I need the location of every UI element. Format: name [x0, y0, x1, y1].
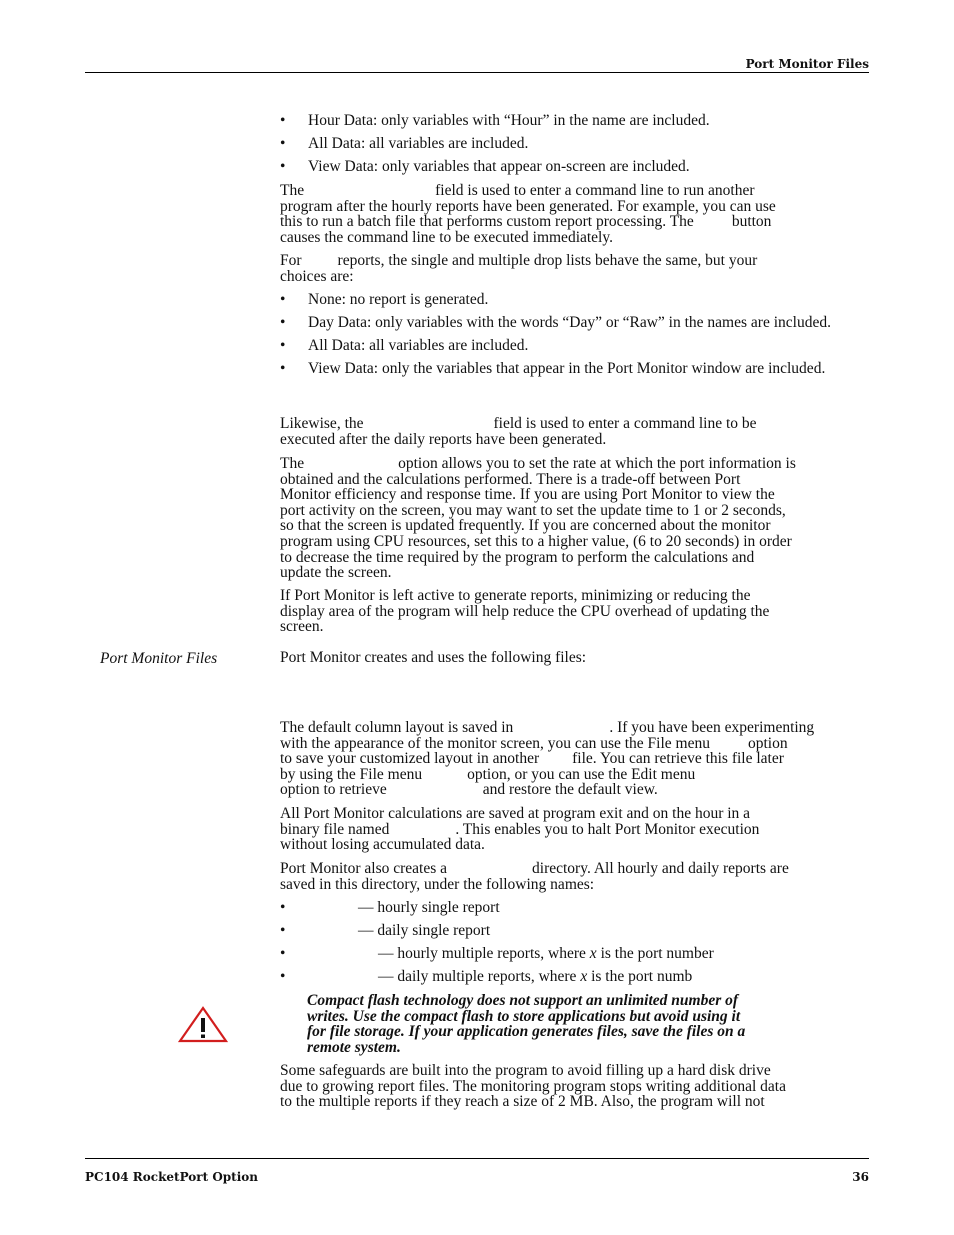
- day-data-list: [280, 292, 870, 384]
- list-item: • None: no report is generated.: [280, 291, 489, 308]
- paragraph-calculations: All Port Monitor calculations are saved at program exit and on the hour in a binary file named . This enables you to halt Port Monitor execution without losing accumulated data.: [280, 805, 760, 854]
- list-item: • Hour Data: only variables with “Hour” in the name are included.: [280, 112, 710, 129]
- hour-data-list: [280, 113, 870, 182]
- section-label: Port Monitor Files: [100, 650, 218, 667]
- list-item: • View Data: only variables that appear on-screen are included.: [280, 158, 690, 176]
- header-rule: [85, 72, 869, 73]
- header-section-title: Port Monitor Files: [745, 57, 869, 71]
- warning-icon: [178, 1006, 228, 1043]
- list-item: • — daily multiple reports, where x is the port numb: [280, 968, 693, 986]
- page-number: 36: [852, 1170, 869, 1184]
- paragraph-update-interval: The option allows you to set the rate at which the port information is obtained and the calculations performed. There is a trade-off between Port Monitor efficiency and response time. If you are using Port Monitor to view the port activity on the screen, you may want to set the update time to 1 or 2 seconds, so that the screen is updated frequently. If you are concerned about the monitor program using CPU resources, set this to a higher value, (6 to 20 seconds) in order to decrease the time required by the program to perform the calculations and update the screen.: [280, 455, 796, 582]
- section-intro: Port Monitor creates and uses the following files:: [280, 649, 587, 666]
- list-item: • Day Data: only variables with the words “Day” or “Raw” in the names are included.: [280, 314, 831, 332]
- paragraph-daily-intro: For reports, the single and multiple drop lists behave the same, but your choices are:: [280, 252, 758, 285]
- paragraph-layout: The default column layout is saved in . If you have been experimenting with the appearance of the monitor screen, you can use the File menu option to save your customized layout in another file. You can retrieve this file later by using the File menu option, or you can use the Edit menu option to retrieve and restore the default view.: [280, 719, 815, 799]
- warning-caution-text: Compact flash technology does not support an unlimited number of writes. Use the compact flash to store applications but avoid using it for file storage. If your application generates files, save the files on a remote system.: [307, 992, 746, 1056]
- paragraph-minimize: If Port Monitor is left active to generate reports, minimizing or reducing the display area of the program will help reduce the CPU overhead of updating the screen.: [280, 587, 770, 636]
- list-item: • View Data: only the variables that appear in the Port Monitor window are included.: [280, 360, 826, 378]
- paragraph-reports: Port Monitor also creates a directory. All hourly and daily reports are saved in this directory, under the following names:: [280, 860, 789, 893]
- paragraph-hourly-command: The field is used to enter a command line to run another program after the hourly reports have been generated. For example, you can use this to run a batch file that performs custom report processing. The button causes the command line to be executed immediately.: [280, 182, 776, 246]
- list-item: • All Data: all variables are included.: [280, 135, 529, 153]
- paragraph-daily-command: Likewise, the field is used to enter a command line to be executed after the daily reports have been generated.: [280, 415, 757, 448]
- report-files-list: [280, 900, 870, 992]
- list-item: • All Data: all variables are included.: [280, 337, 529, 355]
- paragraph-safeguards: Some safeguards are built into the program to avoid filling up a hard disk drive due to growing report files. The monitoring program stops writing additional data to the multiple reports if they reach a size of 2 MB. Also, the program will not: [280, 1062, 786, 1111]
- footer-doc-title: PC104 RocketPort Option: [85, 1170, 258, 1184]
- list-item: • — hourly single report: [280, 899, 500, 916]
- list-item: • — hourly multiple reports, where x is the port number: [280, 945, 714, 963]
- list-item: • — daily single report: [280, 922, 491, 940]
- footer-rule: [85, 1158, 869, 1159]
